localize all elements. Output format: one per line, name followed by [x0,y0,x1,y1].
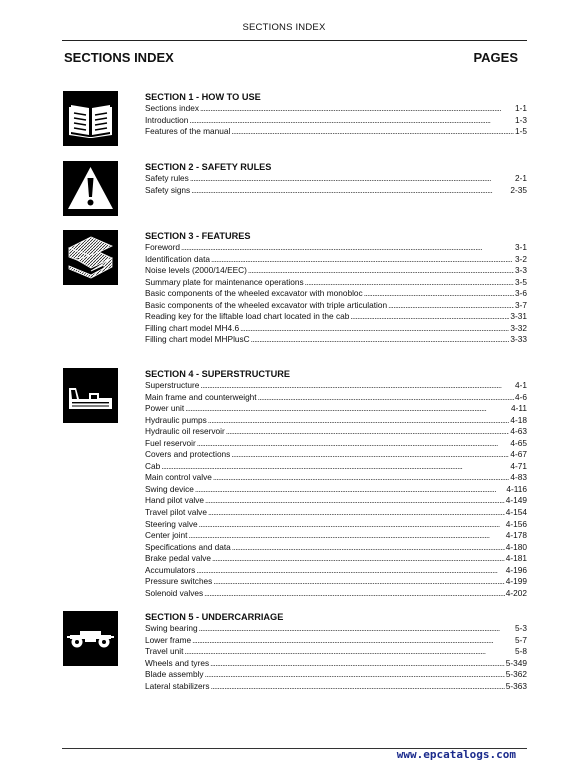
entry-page: 1-1 [515,103,527,113]
entry-list [145,623,527,692]
toc-entry[interactable] [145,185,527,197]
entry-page: 4-180 [505,541,527,552]
toc-entry[interactable] [145,426,527,438]
entry-list [145,173,527,196]
stacked-blocks-icon [63,230,118,285]
entry-label: Hydraulic oil reservoir [145,426,225,437]
open-book-icon [63,91,118,146]
toc-entry[interactable] [145,242,527,254]
running-header: SECTIONS INDEX [242,22,326,33]
toc-entry[interactable] [145,588,527,600]
leader-dots [196,565,505,577]
leader-dots [200,103,514,115]
leader-dots [205,669,505,681]
entry-label: Main control valve [145,472,212,483]
leader-dots [211,254,514,266]
entry-page: 4-202 [505,587,527,598]
toc-entry[interactable] [145,646,527,658]
entry-page: 3-31 [510,311,527,322]
toc-entry[interactable] [145,254,527,266]
entry-page: 5-7 [515,634,527,645]
entry-label: Covers and protections [145,449,231,460]
entry-label: Foreword [145,242,181,252]
entry-page: 4-178 [505,530,527,541]
entry-page: 3-33 [510,334,527,345]
entry-page: 5-362 [505,669,527,680]
entry-page: 4-149 [505,495,527,506]
toc-entry[interactable] [145,623,527,635]
entry-label: Cab [145,460,161,471]
entry-page: 3-2 [515,253,527,264]
entry-label: Swing device [145,483,194,494]
entry-page: 3-1 [515,242,527,252]
toc-entry[interactable] [145,103,527,115]
entry-page: 2-1 [515,173,527,183]
section-title: SECTION 3 - FEATURES [145,231,251,241]
toc-entry[interactable] [145,392,527,404]
toc-entry[interactable] [145,265,527,277]
toc-entry[interactable] [145,484,527,496]
section-title: SECTION 4 - SUPERSTRUCTURE [145,369,290,379]
leader-dots [195,484,506,496]
section-title: SECTION 1 - HOW TO USE [145,92,261,102]
toc-entry[interactable] [145,553,527,565]
header-rule [62,40,527,41]
entry-label: Blade assembly [145,669,204,680]
entry-label: Reading key for the liftable load chart located in the cab [145,311,350,322]
leader-dots [210,658,505,670]
toc-entry[interactable] [145,565,527,577]
entry-label: Swing bearing [145,623,198,633]
leader-dots [232,542,505,554]
leader-dots [181,242,514,254]
leader-dots [199,623,514,635]
entry-page: 4-6 [515,391,527,402]
entry-page: 3-3 [515,265,527,276]
entry-page: 2-35 [510,184,527,195]
leader-dots [364,288,514,300]
entry-page: 3-5 [515,276,527,287]
page-title: SECTIONS INDEX [64,50,174,65]
leader-dots [200,380,514,392]
entry-label: Basic components of the wheeled excavator with triple articulation [145,299,388,310]
toc-entry[interactable] [145,380,527,392]
toc-entry[interactable] [145,449,527,461]
toc-entry[interactable] [145,311,527,323]
toc-entry[interactable] [145,126,527,138]
entry-label: Specifications and data [145,541,231,552]
entry-page: 4-199 [505,576,527,587]
leader-dots [192,635,514,647]
entry-label: Sections index [145,103,199,113]
entry-page: 4-181 [505,553,527,564]
leader-dots [226,426,510,438]
leader-dots [231,126,514,138]
entry-page: 4-1 [515,380,527,390]
entry-page: 5-8 [515,646,527,657]
toc-entry[interactable] [145,658,527,670]
entry-page: 3-7 [515,299,527,310]
toc-entry[interactable] [145,519,527,531]
entry-page: 3-32 [510,322,527,333]
undercarriage-icon [63,611,118,666]
toc-entry[interactable] [145,669,527,681]
leader-dots [350,311,509,323]
entry-list [145,103,527,138]
leader-dots [184,646,514,658]
excavator-superstructure-icon [63,368,118,423]
leader-dots [204,588,505,600]
entry-page: 5-363 [505,680,527,691]
entry-page: 4-67 [510,449,527,460]
entry-label: Pressure switches [145,576,213,587]
entry-list [145,242,527,346]
toc-entry[interactable] [145,438,527,450]
entry-label: Solenoid valves [145,587,204,598]
entry-page: 4-18 [510,414,527,425]
leader-dots [305,277,514,289]
entry-label: Superstructure [145,380,200,390]
entry-label: Power unit [145,403,185,414]
entry-label: Summary plate for maintenance operations [145,276,304,287]
toc-entry[interactable] [145,507,527,519]
toc-entry[interactable] [145,415,527,427]
entry-label: Brake pedal valve [145,553,211,564]
leader-dots [240,323,509,335]
entry-label: Filling chart model MH4.6 [145,322,240,333]
leader-dots [248,265,514,277]
leader-dots [208,507,505,519]
leader-dots [388,300,514,312]
leader-dots [211,681,505,693]
toc-entry[interactable] [145,576,527,588]
entry-label: Hand pilot valve [145,495,205,506]
leader-dots [231,449,509,461]
entry-label: Safety signs [145,184,191,195]
entry-label: Lower frame [145,634,192,645]
entry-label: Center joint [145,530,188,541]
leader-dots [191,185,509,197]
entry-label: Features of the manual [145,126,231,137]
entry-label: Accumulators [145,564,196,575]
entry-page: 4-11 [511,403,527,414]
toc-entry[interactable] [145,472,527,484]
entry-page: 1-5 [515,126,527,137]
toc-entry[interactable] [145,495,527,507]
toc-entry[interactable] [145,288,527,300]
toc-entry[interactable] [145,635,527,647]
entry-label: Identification data [145,253,211,264]
entry-label: Travel pilot valve [145,507,207,518]
leader-dots [208,415,510,427]
entry-label: Safety rules [145,173,189,183]
leader-dots [212,553,505,565]
warning-triangle-icon [63,161,118,216]
entry-page: 4-116 [506,483,527,494]
entry-page: 4-196 [505,564,527,575]
entry-label: Hydraulic pumps [145,414,207,425]
entry-page: 5-349 [505,657,527,668]
entry-page: 4-71 [510,460,527,471]
section-title: SECTION 5 - UNDERCARRIAGE [145,612,284,622]
entry-page: 1-3 [515,114,527,125]
toc-entry[interactable] [145,334,527,346]
leader-dots [197,438,510,450]
toc-entry[interactable] [145,300,527,312]
entry-label: Steering valve [145,518,198,529]
toc-entry[interactable] [145,323,527,335]
entry-list [145,380,527,599]
toc-entry[interactable] [145,403,527,415]
leader-dots [199,519,505,531]
section-title: SECTION 2 - SAFETY RULES [145,162,272,172]
entry-label: Wheels and tyres [145,657,210,668]
entry-label: Main frame and counterweight [145,391,257,402]
entry-label: Fuel reservoir [145,437,196,448]
leader-dots [251,334,510,346]
entry-page: 4-83 [510,472,527,483]
entry-label: Travel unit [145,646,184,657]
toc-entry[interactable] [145,461,527,473]
toc-entry[interactable] [145,115,527,127]
toc-entry[interactable] [145,530,527,542]
entry-label: Filling chart model MHPlusC [145,334,250,345]
entry-page: 3-6 [515,288,527,299]
entry-page: 5-3 [515,623,527,633]
toc-entry[interactable] [145,542,527,554]
leader-dots [205,495,505,507]
toc-entry[interactable] [145,277,527,289]
entry-label: Introduction [145,114,189,125]
entry-label: Noise levels (2000/14/EEC) [145,265,247,276]
entry-page: 4-65 [510,437,527,448]
toc-entry[interactable] [145,173,527,185]
leader-dots [189,115,514,127]
toc-entry[interactable] [145,681,527,693]
leader-dots [161,461,509,473]
pages-column-heading: PAGES [473,50,518,65]
entry-label: Basic components of the wheeled excavator with monobloc [145,288,363,299]
leader-dots [190,173,514,185]
entry-page: 4-154 [505,507,527,518]
entry-page: 4-63 [510,426,527,437]
leader-dots [185,403,510,415]
leader-dots [213,576,504,588]
leader-dots [188,530,504,542]
entry-label: Lateral stabilizers [145,680,210,691]
footer-url-link[interactable]: www.epcatalogs.com [396,748,516,761]
leader-dots [213,472,510,484]
leader-dots [258,392,514,404]
entry-page: 4-156 [505,518,527,529]
